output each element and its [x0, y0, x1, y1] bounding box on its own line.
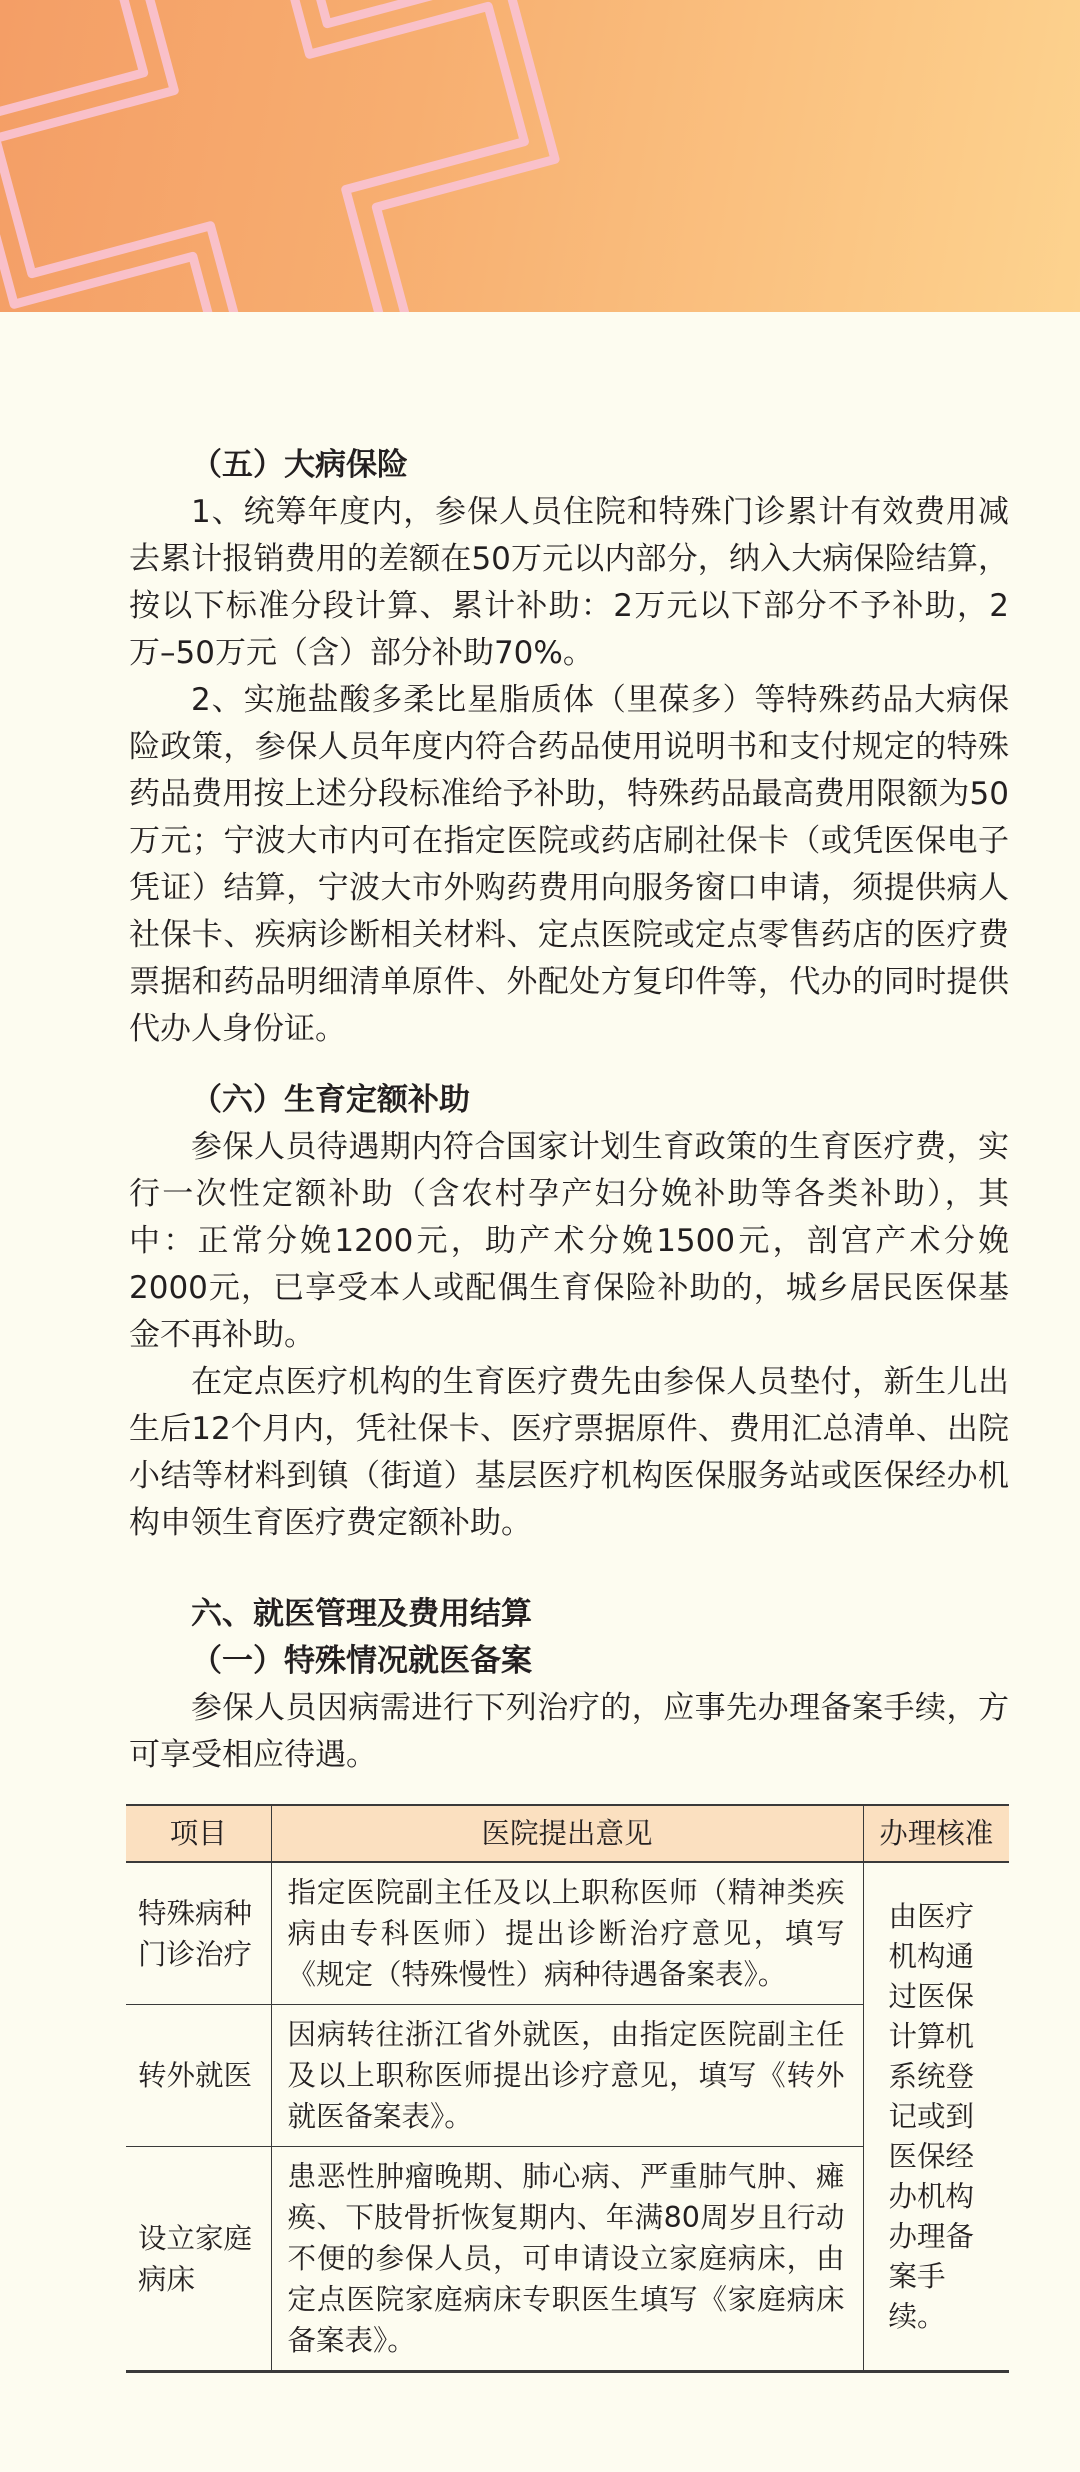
- chapter-intro: 参保人员因病需进行下列治疗的，应事先办理备案手续，方可享受相应待遇。: [129, 1690, 1009, 1773]
- cross-inner-outline: [0, 0, 565, 312]
- header-banner: [0, 0, 1080, 312]
- document-body: [129, 312, 1009, 2373]
- maternity-paragraph-2: 在定点医疗机构的生育医疗费先由参保人员垫付，新生儿出生后12个月内，凭社保卡、医疗票据原件、费用汇总清单、出院小结等材料到镇（街道）基层医疗机构医保服务站或医保经办机构申领生育医疗费定额补助。: [129, 1364, 1009, 1541]
- table-header-row: [126, 1805, 1009, 1862]
- item-cell: 转外就医: [126, 2005, 271, 2147]
- header-approval: 办理核准: [863, 1805, 1009, 1862]
- chapter-title: 六、就医管理及费用结算: [191, 1596, 532, 1632]
- item-cell: 特殊病种门诊治疗: [126, 1862, 271, 2005]
- approval-cell: [863, 1862, 1009, 2372]
- medical-cross-icon: [0, 0, 1080, 312]
- header-hospital-opinion: 医院提出意见: [271, 1805, 863, 1862]
- section-heading-major-illness: （五）大病保险: [191, 447, 408, 483]
- major-illness-paragraph-1: 1、统筹年度内，参保人员住院和特殊门诊累计有效费用减去累计报销费用的差额在50万元以内部分，纳入大病保险结算，按以下标准分段计算、累计补助：2万元以下部分不予补助，2万–50万元（含）部分补助70%。: [129, 494, 1009, 671]
- opinion-cell: 因病转往浙江省外就医，由指定医院副主任及以上职称医师提出诊疗意见，填写《转外就医备案表》。: [271, 2005, 863, 2147]
- opinion-cell: 患恶性肿瘤晚期、肺心病、严重肺气肿、瘫痪、下肢骨折恢复期内、年满80周岁且行动不便的参保人员，可申请设立家庭病床，由定点医院家庭病床专职医生填写《家庭病床备案表》。: [271, 2147, 863, 2372]
- approval-text: 由医疗机构通过医保计算机系统登记或到医保经办机构办理备案手续。: [888, 1899, 975, 2333]
- item-cell: 设立家庭病床: [126, 2147, 271, 2372]
- major-illness-paragraph-2: 2、实施盐酸多柔比星脂质体（里葆多）等特殊药品大病保险政策，参保人员年度内符合药品使用说明书和支付规定的特殊药品费用按上述分段标准给予补助，特殊药品最高费用限额为50万元；宁波大市内可在指定医院或药店刷社保卡（或凭医保电子凭证）结算，宁波大市外购药费用向服务窗口申请，须提供病人社保卡、疾病诊断相关材料、定点医院或定点零售药店的医疗费票据和药品明细清单原件、外配处方复印件等，代办的同时提供代办人身份证。: [129, 682, 1009, 1047]
- header-item: 项目: [126, 1805, 271, 1862]
- filing-table: [126, 1804, 1009, 2373]
- maternity-paragraph-1: 参保人员待遇期内符合国家计划生育政策的生育医疗费，实行一次性定额补助（含农村孕产妇分娩补助等各类补助），其中：正常分娩1200元，助产术分娩1500元，剖宫产术分娩2000元，已享受本人或配偶生育保险补助的，城乡居民医保基金不再补助。: [129, 1129, 1009, 1353]
- section-heading-maternity: （六）生育定额补助: [191, 1082, 470, 1118]
- cross-outer-outline: [0, 0, 595, 312]
- chapter-subheading: （一）特殊情况就医备案: [191, 1643, 532, 1679]
- opinion-cell: 指定医院副主任及以上职称医师（精神类疾病由专科医师）提出诊断治疗意见，填写《规定（特殊慢性）病种待遇备案表》。: [271, 1862, 863, 2005]
- table-row: [126, 1862, 1009, 2005]
